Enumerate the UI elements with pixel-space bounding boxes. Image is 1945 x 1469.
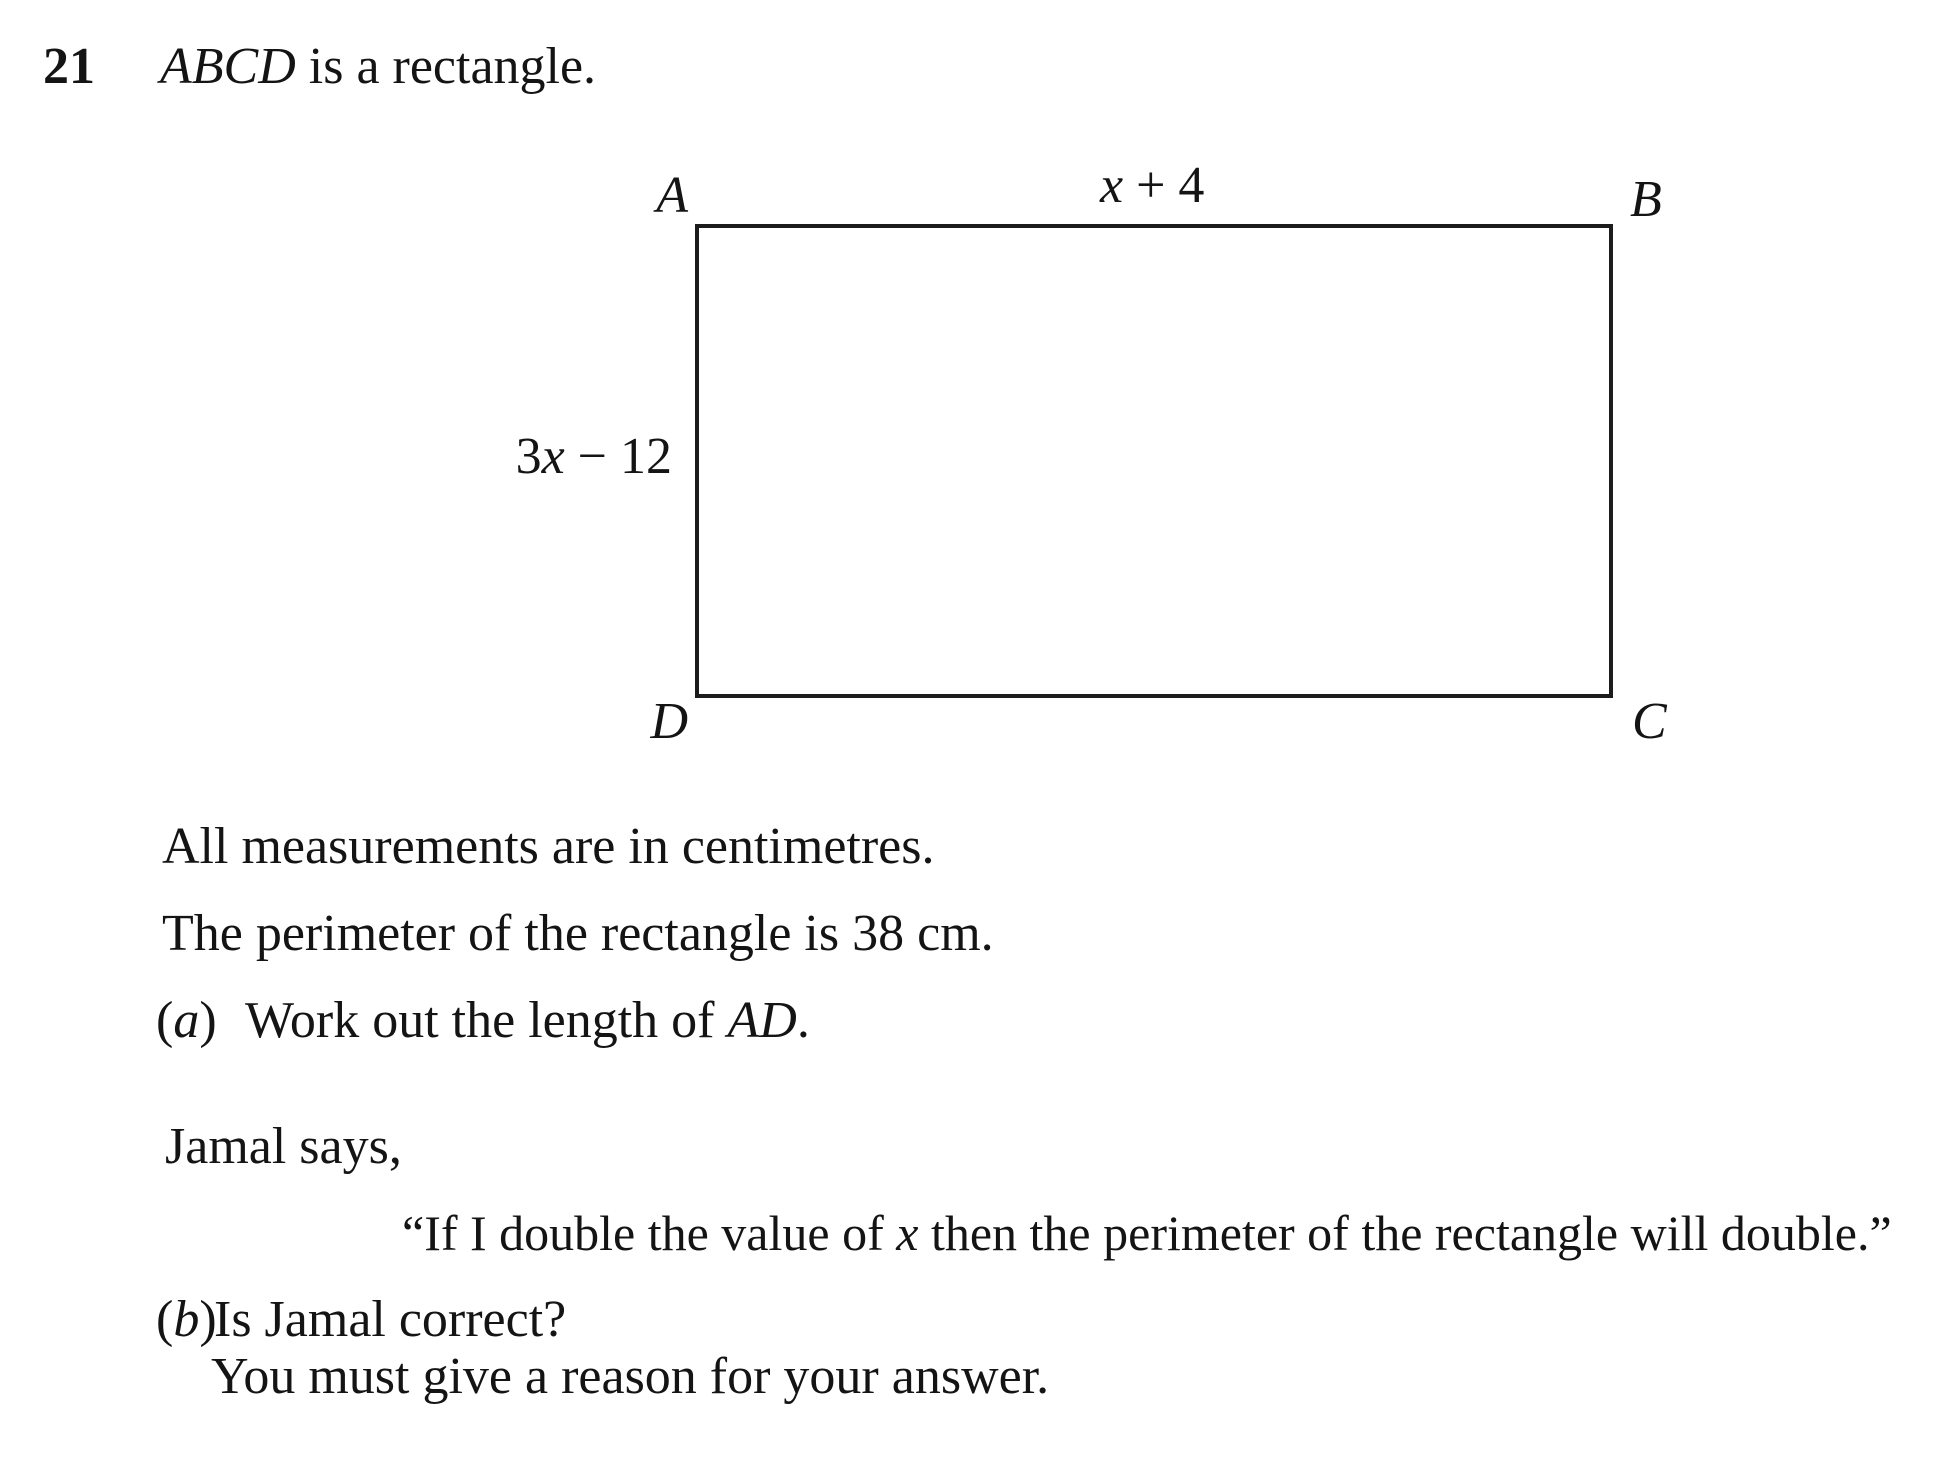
part-b-label <box>156 1291 217 1348</box>
part-b-question: Is Jamal correct? <box>214 1291 567 1348</box>
part-a-paren-open: ( <box>156 992 174 1049</box>
quote-start: “If I double the value of <box>402 1205 897 1261</box>
part-b-paren-open: ( <box>156 1291 174 1348</box>
top-side-length-label <box>1100 157 1205 214</box>
part-a-line <box>156 992 810 1049</box>
part-b-line <box>156 1291 567 1348</box>
part-a-letter: a <box>173 992 200 1049</box>
question-intro-shape-name: ABCD <box>160 38 296 95</box>
question-intro-rest: is a rectangle. <box>295 38 597 95</box>
quote-end: then the perimeter of the rectangle will double.” <box>918 1205 1892 1261</box>
part-b-paren-close: ) <box>199 1291 217 1348</box>
part-a-paren-close: ) <box>199 992 217 1049</box>
statement-perimeter: The perimeter of the rectangle is 38 cm. <box>162 905 994 962</box>
jamal-quote-line <box>402 1205 1892 1261</box>
part-a-text: Work out the length of <box>245 992 728 1049</box>
part-a-segment-ad: AD <box>727 992 797 1049</box>
jamal-says-line: Jamal says, <box>165 1118 402 1175</box>
vertex-label-a: A <box>656 167 688 224</box>
question-intro <box>160 38 597 95</box>
statement-measurements: All measurements are in centimetres. <box>162 818 935 875</box>
vertex-label-b: B <box>1630 171 1662 228</box>
part-b-letter: b <box>173 1291 200 1348</box>
vertex-label-d: D <box>650 693 688 750</box>
left-side-length-label <box>500 428 672 485</box>
part-b-reason-line: You must give a reason for your answer. <box>211 1348 1050 1405</box>
vertex-label-c: C <box>1632 693 1667 750</box>
top-side-variable: x <box>1100 157 1124 214</box>
part-a-period: . <box>796 992 810 1049</box>
part-a-label <box>156 992 245 1049</box>
left-side-variable: x <box>541 428 565 485</box>
question-number: 21 <box>43 38 95 95</box>
left-side-rest: − 12 <box>564 428 672 485</box>
top-side-rest: + 4 <box>1123 157 1205 214</box>
rectangle-shape <box>695 224 1613 698</box>
quote-variable: x <box>896 1205 919 1261</box>
left-side-coefficient: 3 <box>515 428 542 485</box>
